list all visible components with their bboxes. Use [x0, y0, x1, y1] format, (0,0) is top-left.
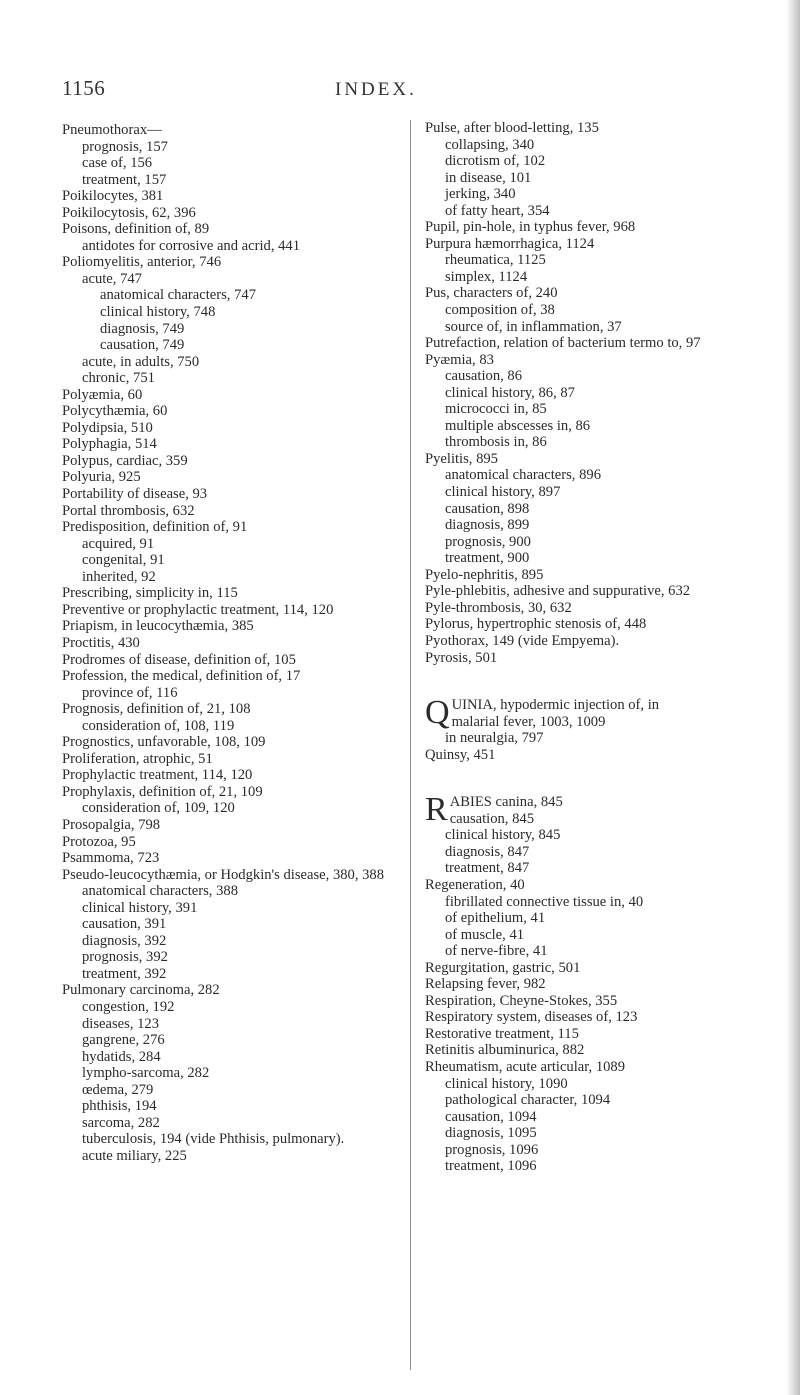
index-entry: Polyphagia, 514 [62, 436, 157, 453]
index-subentry: clinical history, 391 [82, 899, 198, 916]
index-entry: ABIES canina, 845 [449, 794, 563, 811]
index-entry: Profession, the medical, definition of, 17 [62, 668, 301, 685]
index-subentry: of nerve-fibre, 41 [445, 943, 548, 960]
index-subentry: sarcoma, 282 [82, 1114, 160, 1131]
index-entry: Respiratory system, diseases of, 123 [425, 1009, 638, 1026]
index-entry-continuation: causation, 845 [449, 810, 534, 827]
index-subentry: causation, 898 [445, 500, 530, 517]
index-entry: Quinsy, 451 [425, 746, 496, 763]
index-subentry: causation, 1094 [445, 1108, 537, 1125]
index-subentry: causation, 749 [100, 337, 185, 354]
index-entry: Psammoma, 723 [62, 850, 160, 867]
index-entry: Pylorus, hypertrophic stenosis of, 448 [425, 616, 647, 633]
index-entry: Portal thrombosis, 632 [62, 502, 195, 519]
index-entry: Polycythæmia, 60 [62, 403, 168, 420]
index-subentry: congestion, 192 [82, 998, 175, 1015]
index-subentry: prognosis, 1096 [445, 1141, 539, 1158]
index-entry: Pupil, pin-hole, in typhus fever, 968 [425, 219, 636, 236]
index-subentry: simplex, 1124 [445, 268, 528, 285]
index-subentry: congenital, 91 [82, 552, 165, 569]
index-subentry: hydatids, 284 [82, 1048, 161, 1065]
index-entry: Pyle-phlebitis, adhesive and suppurative, 632 [425, 583, 691, 600]
index-entry: Pyle-thrombosis, 30, 632 [425, 599, 572, 616]
index-entry: Portability of disease, 93 [62, 486, 208, 503]
index-subentry: treatment, 392 [82, 965, 167, 982]
dropcap-r: R [425, 791, 448, 829]
index-entry: Poikilocytosis, 62, 396 [62, 204, 196, 221]
index-entry: Poisons, definition of, 89 [62, 221, 210, 238]
index-subentry: chronic, 751 [82, 370, 155, 387]
index-entry: Pyæmia, 83 [425, 351, 494, 368]
index-entry: Pneumothorax— [62, 122, 162, 138]
index-column-left [62, 122, 402, 1164]
index-subentry: jerking, 340 [445, 186, 516, 203]
index-subentry: acute, in adults, 750 [82, 353, 200, 370]
index-subentry: multiple abscesses in, 86 [445, 417, 591, 434]
index-subentry: rheumatica, 1125 [445, 252, 546, 269]
index-entry: Polyæmia, 60 [62, 386, 143, 403]
running-head: INDEX. [335, 79, 417, 100]
index-entry: Pulse, after blood-letting, 135 [425, 120, 599, 136]
index-subentry: province of, 116 [82, 684, 178, 701]
index-entry: Pyelitis, 895 [425, 450, 498, 467]
index-subentry: inherited, 92 [82, 568, 156, 585]
index-subentry: of fatty heart, 354 [445, 202, 550, 219]
index-subentry: anatomical characters, 896 [445, 467, 601, 484]
index-subentry: antidotes for corrosive and acrid, 441 [82, 237, 301, 254]
index-entry: Prescribing, simplicity in, 115 [62, 585, 238, 602]
index-entry: Pyothorax, 149 (vide Empyema). [425, 632, 620, 649]
index-subentry: case of, 156 [82, 155, 153, 172]
index-subentry: clinical history, 748 [100, 304, 216, 321]
index-subentry: œdema, 279 [82, 1081, 154, 1098]
index-entry: Protozoa, 95 [62, 833, 136, 850]
section-q-first-entry [425, 694, 795, 732]
section-r [425, 791, 795, 1175]
index-entry: Prodromes of disease, definition of, 105 [62, 651, 296, 668]
index-entry: Proctitis, 430 [62, 634, 140, 651]
index-subentry: tuberculosis, 194 (vide Phthisis, pulmonary). [82, 1131, 345, 1148]
index-subentry: diagnosis, 392 [82, 932, 167, 949]
section-q [425, 694, 795, 763]
index-entry: Poikilocytes, 381 [62, 188, 164, 205]
index-entry: Putrefaction, relation of bacterium termo to, 97 [425, 335, 701, 352]
index-subentry: diseases, 123 [82, 1015, 160, 1032]
index-subentry: acute miliary, 225 [82, 1147, 187, 1164]
page-number: 1156 [62, 76, 106, 100]
index-subentry: diagnosis, 1095 [445, 1125, 537, 1142]
index-entry: Priapism, in leucocythæmia, 385 [62, 618, 254, 635]
index-entry: Prognostics, unfavorable, 108, 109 [62, 734, 266, 751]
index-subentry: collapsing, 340 [445, 136, 535, 153]
section-p-continued [425, 120, 795, 666]
index-subentry: prognosis, 392 [82, 949, 168, 966]
index-entry: Respiration, Cheyne-Stokes, 355 [425, 992, 618, 1009]
index-entry: Pseudo-leucocythæmia, or Hodgkin's disease, 380, 388 [62, 866, 385, 883]
section-gap [425, 763, 795, 794]
index-entry: Prosopalgia, 798 [62, 816, 161, 833]
index-subentry: treatment, 900 [445, 550, 530, 567]
dropcap-q: Q [425, 694, 450, 732]
index-subentry: in neuralgia, 797 [445, 730, 544, 747]
index-entry: Polypus, cardiac, 359 [62, 452, 188, 469]
index-subentry: treatment, 157 [82, 171, 167, 188]
index-column-right [410, 120, 795, 1370]
index-subentry: fibrillated connective tissue in, 40 [445, 893, 644, 910]
index-subentry: prognosis, 900 [445, 533, 531, 550]
index-subentry: of epithelium, 41 [445, 910, 546, 927]
index-subentry: source of, in inflammation, 37 [445, 318, 622, 335]
index-subentry: in disease, 101 [445, 169, 532, 186]
section-gap [425, 666, 795, 697]
index-subentry: treatment, 847 [445, 860, 530, 877]
index-subentry: phthisis, 194 [82, 1098, 157, 1115]
index-subentry: causation, 86 [445, 368, 523, 385]
index-entry: Pus, characters of, 240 [425, 285, 558, 302]
index-entry: Pulmonary carcinoma, 282 [62, 982, 220, 999]
index-entry: Prognosis, definition of, 21, 108 [62, 701, 251, 718]
index-subentry: dicrotism of, 102 [445, 153, 546, 170]
page-edge-shadow [786, 0, 800, 1395]
index-subentry: acquired, 91 [82, 535, 155, 552]
index-entry: UINIA, hypodermic injection of, in [451, 697, 660, 714]
index-entry: Polyuria, 925 [62, 469, 141, 486]
index-subentry: clinical history, 86, 87 [445, 384, 575, 401]
index-entry: Regurgitation, gastric, 501 [425, 959, 581, 976]
index-subentry: of muscle, 41 [445, 926, 525, 943]
index-subentry: gangrene, 276 [82, 1032, 165, 1049]
index-subentry: causation, 391 [82, 916, 167, 933]
index-entry: Relapsing fever, 982 [425, 976, 546, 993]
index-subentry: anatomical characters, 747 [100, 287, 256, 304]
index-subentry: consideration of, 109, 120 [82, 800, 235, 817]
index-entry: Polydipsia, 510 [62, 419, 153, 436]
index-subentry: diagnosis, 749 [100, 320, 185, 337]
index-subentry: pathological character, 1094 [445, 1092, 611, 1109]
index-subentry: thrombosis in, 86 [445, 434, 547, 451]
index-subentry: diagnosis, 847 [445, 843, 530, 860]
index-subentry: clinical history, 845 [445, 827, 561, 844]
index-entry: Restorative treatment, 115 [425, 1025, 579, 1042]
index-entry: Purpura hæmorrhagica, 1124 [425, 235, 595, 252]
index-subentry: anatomical characters, 388 [82, 883, 238, 900]
index-entry: Prophylaxis, definition of, 21, 109 [62, 783, 263, 800]
index-entry: Poliomyelitis, anterior, 746 [62, 254, 222, 271]
index-subentry: lympho-sarcoma, 282 [82, 1065, 210, 1082]
index-entry: Preventive or prophylactic treatment, 114, 120 [62, 601, 334, 618]
index-subentry: acute, 747 [82, 270, 142, 287]
index-subentry: micrococci in, 85 [445, 401, 547, 418]
index-subentry: treatment, 1096 [445, 1158, 537, 1175]
index-subentry: diagnosis, 899 [445, 517, 530, 534]
index-entry: Proliferation, atrophic, 51 [62, 750, 213, 767]
index-entry: Pyelo-nephritis, 895 [425, 566, 544, 583]
index-subentry: prognosis, 157 [82, 138, 168, 155]
index-subentry: clinical history, 1090 [445, 1075, 568, 1092]
index-entry: Pyrosis, 501 [425, 649, 498, 666]
index-entry-continuation: malarial fever, 1003, 1009 [451, 713, 606, 730]
index-subentry: clinical history, 897 [445, 484, 561, 501]
section-r-first-entry [425, 791, 795, 829]
index-subentry: consideration of, 108, 119 [82, 717, 235, 734]
index-entry: Retinitis albuminurica, 882 [425, 1042, 585, 1059]
index-entry: Predisposition, definition of, 91 [62, 519, 248, 536]
index-subentry: composition of, 38 [445, 302, 555, 319]
index-entry: Prophylactic treatment, 114, 120 [62, 767, 253, 784]
index-entry: Rheumatism, acute articular, 1089 [425, 1058, 626, 1075]
index-entry: Regeneration, 40 [425, 876, 525, 893]
